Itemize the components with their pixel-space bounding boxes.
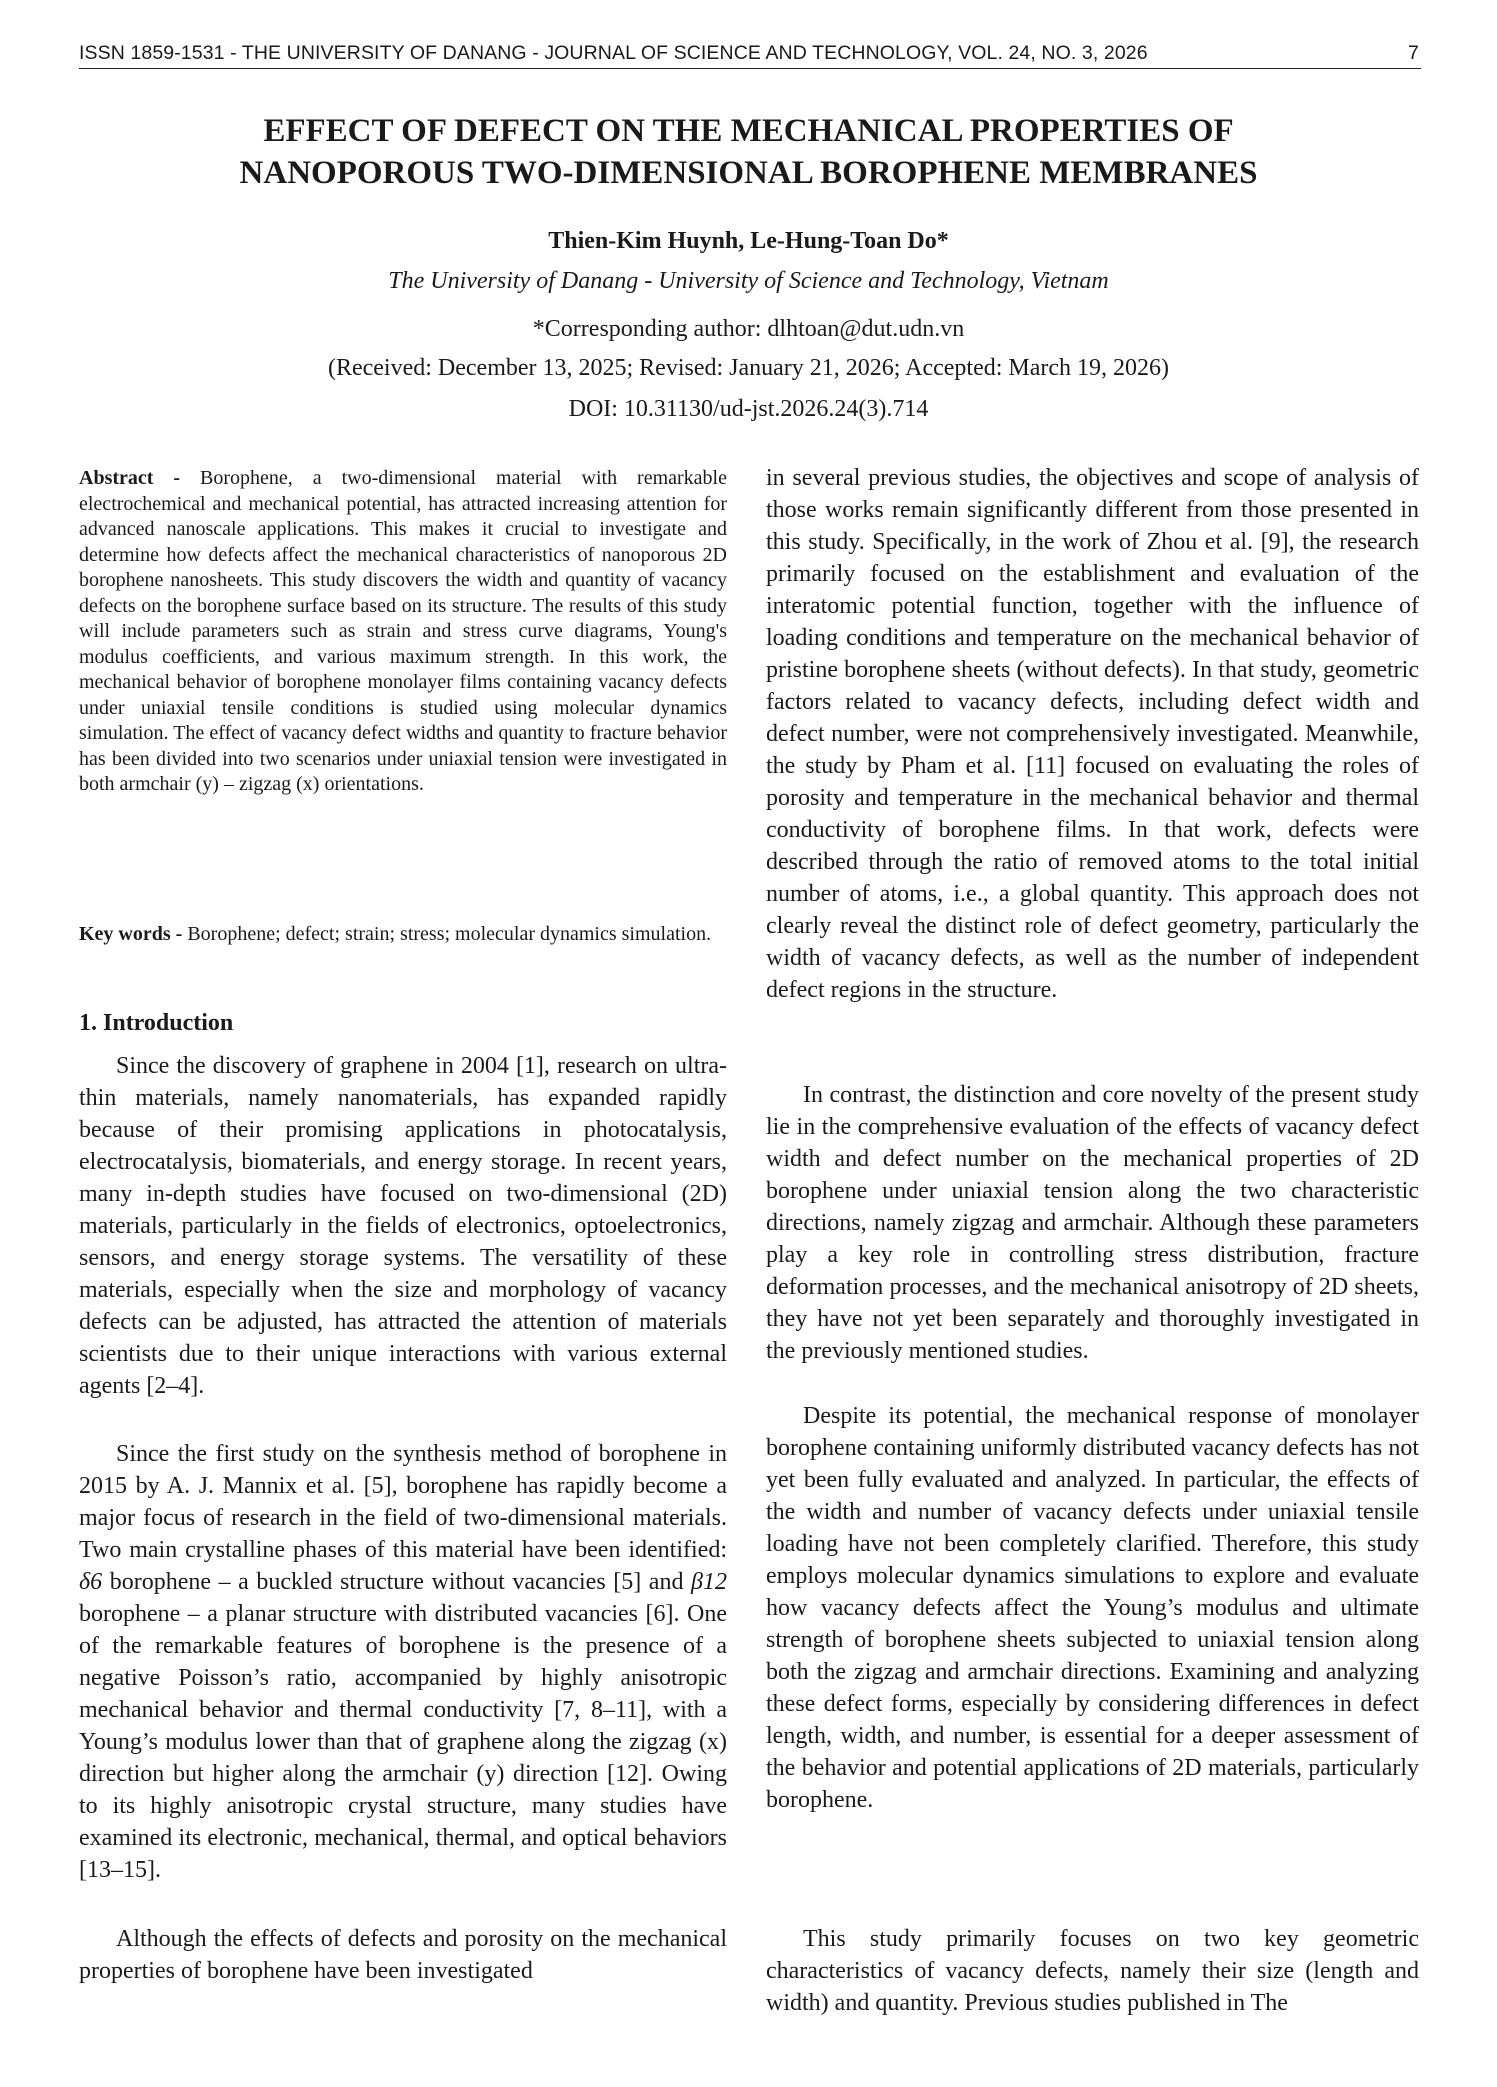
abstract-text: Borophene, a two-dimensional material with remarkable electrochemical and mechanical potential, has attracted increasing attention for advanced nanoscale applications. This makes it crucial to investigate and determine how defects affect the mechanical characteristics of nanoporous 2D borophene nanosheets. This study discovers the width and quantity of vacancy defects on the borophene surface based on its structure. The results of this study will include parameters such as strain and stress curve diagrams, Young's modulus coefficients, and various maximum strength. In this work, the mechanical behavior of borophene monolayer films containing vacancy defects under uniaxial tensile conditions is studied using molecular dynamics simulation. The effect of vacancy defect widths and quantity to fracture behavior has been divided into two scenarios under uniaxial tension were investigated in both armchair (y) – zigzag (x) orientations. xyxy=(79,467,727,795)
page-number: 7 xyxy=(1408,42,1419,64)
affiliation: The University of Danang - University of Science and Technology, Vietnam xyxy=(388,268,1109,294)
intro-paragraph-1 xyxy=(79,1050,727,1402)
intro-paragraph-3 xyxy=(79,1923,727,1987)
abstract-label: Abstract - xyxy=(79,467,181,489)
keywords-text: Borophene; defect; strain; stress; molecular dynamics simulation. xyxy=(182,923,712,945)
paragraph-text: This study primarily focuses on two key geometric characteristics of vacancy defects, namely their size (length and width) and quantity. Previous studies published in The xyxy=(766,1926,1419,2016)
authors: Thien-Kim Huynh, Le-Hung-Toan Do* xyxy=(548,228,949,254)
intro-paragraph-5 xyxy=(766,1400,1419,1816)
title-line-2: NANOPOROUS TWO-DIMENSIONAL BOROPHENE MEMBRANES xyxy=(239,155,1258,191)
running-header xyxy=(79,42,1419,65)
paragraph-text: Although the effects of defects and porosity on the mechanical properties of borophene have been investigated xyxy=(79,1926,727,1984)
abstract xyxy=(79,466,727,798)
intro-paragraph-2 xyxy=(79,1438,727,1886)
paragraph-text: borophene – a buckled structure without vacancies [5] and xyxy=(102,1569,692,1595)
article-title xyxy=(60,110,1437,194)
paragraph-text: Since the discovery of graphene in 2004 [1], research on ultra-thin materials, namely nanomaterials, has expanded rapidly because of their promising applications in photocatalysis, electrocatalysis, biomaterials, and energy storage. In recent years, many in-depth studies have focused on two-dimensional (2D) materials, particularly in the fields of electronics, optoelectronics, sensors, and energy storage systems. The versatility of these materials, especially when the size and morphology of vacancy defects can be adjusted, has attracted the attention of materials scientists due to their unique interactions with various external agents [2–4]. xyxy=(79,1053,727,1399)
journal-info: ISSN 1859-1531 - THE UNIVERSITY OF DANANG - JOURNAL OF SCIENCE AND TECHNOLOGY, VOL. 24, NO. 3, 2026 xyxy=(79,42,1148,64)
intro-paragraph-3-continued xyxy=(766,462,1419,1006)
received-dates: (Received: December 13, 2025; Revised: January 21, 2026; Accepted: March 19, 2026) xyxy=(327,355,1170,381)
keywords-label: Key words - xyxy=(79,923,183,945)
title-line-1: EFFECT OF DEFECT ON THE MECHANICAL PROPERTIES OF xyxy=(263,113,1234,149)
corresponding-author: *Corresponding author: dlhtoan@dut.udn.vn xyxy=(532,316,965,342)
section-heading: 1. Introduction xyxy=(79,1010,234,1036)
paragraph-text: Despite its potential, the mechanical response of monolayer borophene containing uniformly distributed vacancy defects has not yet been fully evaluated and analyzed. In particular, the effects of the width and number of vacancy defects under uniaxial tensile loading have not been completely clarified. Therefore, this study employs molecular dynamics simulations to explore and evaluate how vacancy defects affect the Young’s modulus and ultimate strength of borophene sheets subjected to uniaxial tension along both the zigzag and armchair directions. Examining and analyzing these defect forms, especially by considering differences in defect length, width, and number, is essential for a deeper assessment of the behavior and potential applications of 2D materials, particularly borophene. xyxy=(766,1403,1419,1813)
doi: DOI: 10.31130/ud-jst.2026.24(3).714 xyxy=(568,396,929,422)
paragraph-text: Since the first study on the synthesis method of borophene in 2015 by A. J. Mannix et al. [5], borophene has rapidly become a major focus of research in the field of two-dimensional materials. Two main crystalline phases of this material have been identified: xyxy=(79,1441,727,1563)
header-rule xyxy=(79,68,1421,69)
intro-paragraph-6 xyxy=(766,1923,1419,2019)
paragraph-text: in several previous studies, the objectives and scope of analysis of those works remain significantly different from those presented in this study. Specifically, in the work of Zhou et al. [9], the research primarily focused on the establishment and evaluation of the interatomic potential function, together with the influence of loading conditions and temperature on the mechanical behavior of pristine borophene sheets (without defects). In that study, geometric factors related to vacancy defects, including defect width and defect number, were not comprehensively investigated. Meanwhile, the study by Pham et al. [11] focused on evaluating the roles of porosity and temperature in the mechanical behavior and thermal conductivity of borophene films. In that work, defects were described through the ratio of removed atoms to the total initial number of atoms, i.e., a global quantity. This approach does not clearly reveal the distinct role of defect geometry, particularly the width of vacancy defects, as well as the number of independent defect regions in the structure. xyxy=(766,465,1419,1003)
intro-paragraph-4 xyxy=(766,1079,1419,1367)
paragraph-text: In contrast, the distinction and core novelty of the present study lie in the comprehensive evaluation of the effects of vacancy defect width and defect number on the mechanical properties of 2D borophene under uniaxial tension along the two characteristic directions, namely zigzag and armchair. Although these parameters play a key role in controlling stress distribution, fracture deformation processes, and the mechanical anisotropy of 2D sheets, they have not yet been separately and thoroughly investigated in the previously mentioned studies. xyxy=(766,1082,1419,1364)
delta6-symbol: δ6 xyxy=(79,1569,103,1595)
beta12-symbol: β12 xyxy=(691,1569,727,1595)
keywords xyxy=(79,922,727,948)
paragraph-text: borophene – a planar structure with distributed vacancies [6]. One of the remarkable features of borophene is the presence of a negative Poisson’s ratio, accompanied by highly anisotropic mechanical behavior and thermal conductivity [7, 8–11], with a Young’s modulus lower than that of graphene along the zigzag (x) direction but higher along the armchair (y) direction [12]. Owing to its highly anisotropic crystal structure, many studies have examined its electronic, mechanical, thermal, and optical behaviors [13–15]. xyxy=(79,1601,727,1883)
